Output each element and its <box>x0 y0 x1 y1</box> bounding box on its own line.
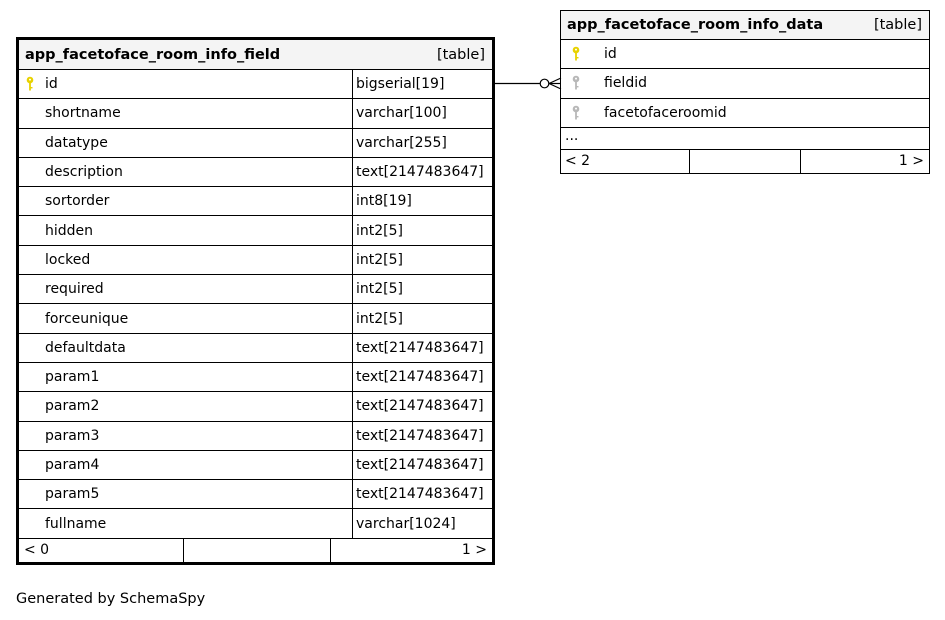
column-name: param2 <box>45 398 100 415</box>
column-type: varchar[255] <box>356 134 447 151</box>
column-name: fieldid <box>604 75 647 92</box>
column-type: int2[5] <box>356 251 403 268</box>
generated-by-label: Generated by SchemaSpy <box>16 591 206 607</box>
zero-optionality-marker <box>540 79 549 88</box>
column-name: sortorder <box>45 193 110 210</box>
column-type: text[2147483647] <box>356 486 484 503</box>
column-type: text[2147483647] <box>356 398 484 415</box>
column-name: defaultdata <box>45 339 126 356</box>
column-type: text[2147483647] <box>356 457 484 473</box>
column-name: param3 <box>45 427 100 444</box>
column-type: varchar[1024] <box>356 515 456 532</box>
column-type: text[2147483647] <box>356 369 484 386</box>
column-type: text[2147483647] <box>356 164 484 181</box>
parents-count[interactable]: < 0 <box>19 539 184 562</box>
column-name: facetofaceroomid <box>604 104 727 121</box>
table-kind: [table] <box>436 46 485 63</box>
column-name: required <box>45 281 104 298</box>
column-type: int2[5] <box>356 281 403 298</box>
column-name: id <box>45 76 58 93</box>
column-type: text[2147483647] <box>356 339 484 356</box>
column-name: shortname <box>45 105 121 122</box>
column-type: int8[19] <box>356 193 412 210</box>
column-name: param4 <box>45 457 100 473</box>
children-count[interactable]: 1 > <box>461 542 487 559</box>
column-type: bigserial[19] <box>356 76 445 93</box>
column-name: param5 <box>45 486 100 503</box>
table-kind: [table] <box>873 17 922 33</box>
crowfoot-upper <box>549 78 561 84</box>
more-columns-ellipsis: ... <box>561 128 929 150</box>
column-name: id <box>604 46 617 63</box>
column-name: param1 <box>45 369 100 386</box>
column-type: varchar[100] <box>356 105 447 122</box>
column-type: int2[5] <box>356 310 403 327</box>
column-name: hidden <box>45 222 94 239</box>
parents-count[interactable]: < 2 <box>561 150 690 173</box>
crowfoot-lower <box>549 84 561 90</box>
column-name: datatype <box>45 134 108 151</box>
column-name: fullname <box>45 515 107 532</box>
column-type: text[2147483647] <box>356 427 484 444</box>
column-name: description <box>45 164 123 181</box>
column-type: int2[5] <box>356 222 403 239</box>
table-name[interactable]: app_facetoface_room_info_data <box>567 17 824 33</box>
column-name: locked <box>45 251 91 268</box>
column-name: forceunique <box>45 310 129 327</box>
table-name[interactable]: app_facetoface_room_info_field <box>25 46 281 63</box>
children-count[interactable]: 1 > <box>898 153 924 170</box>
